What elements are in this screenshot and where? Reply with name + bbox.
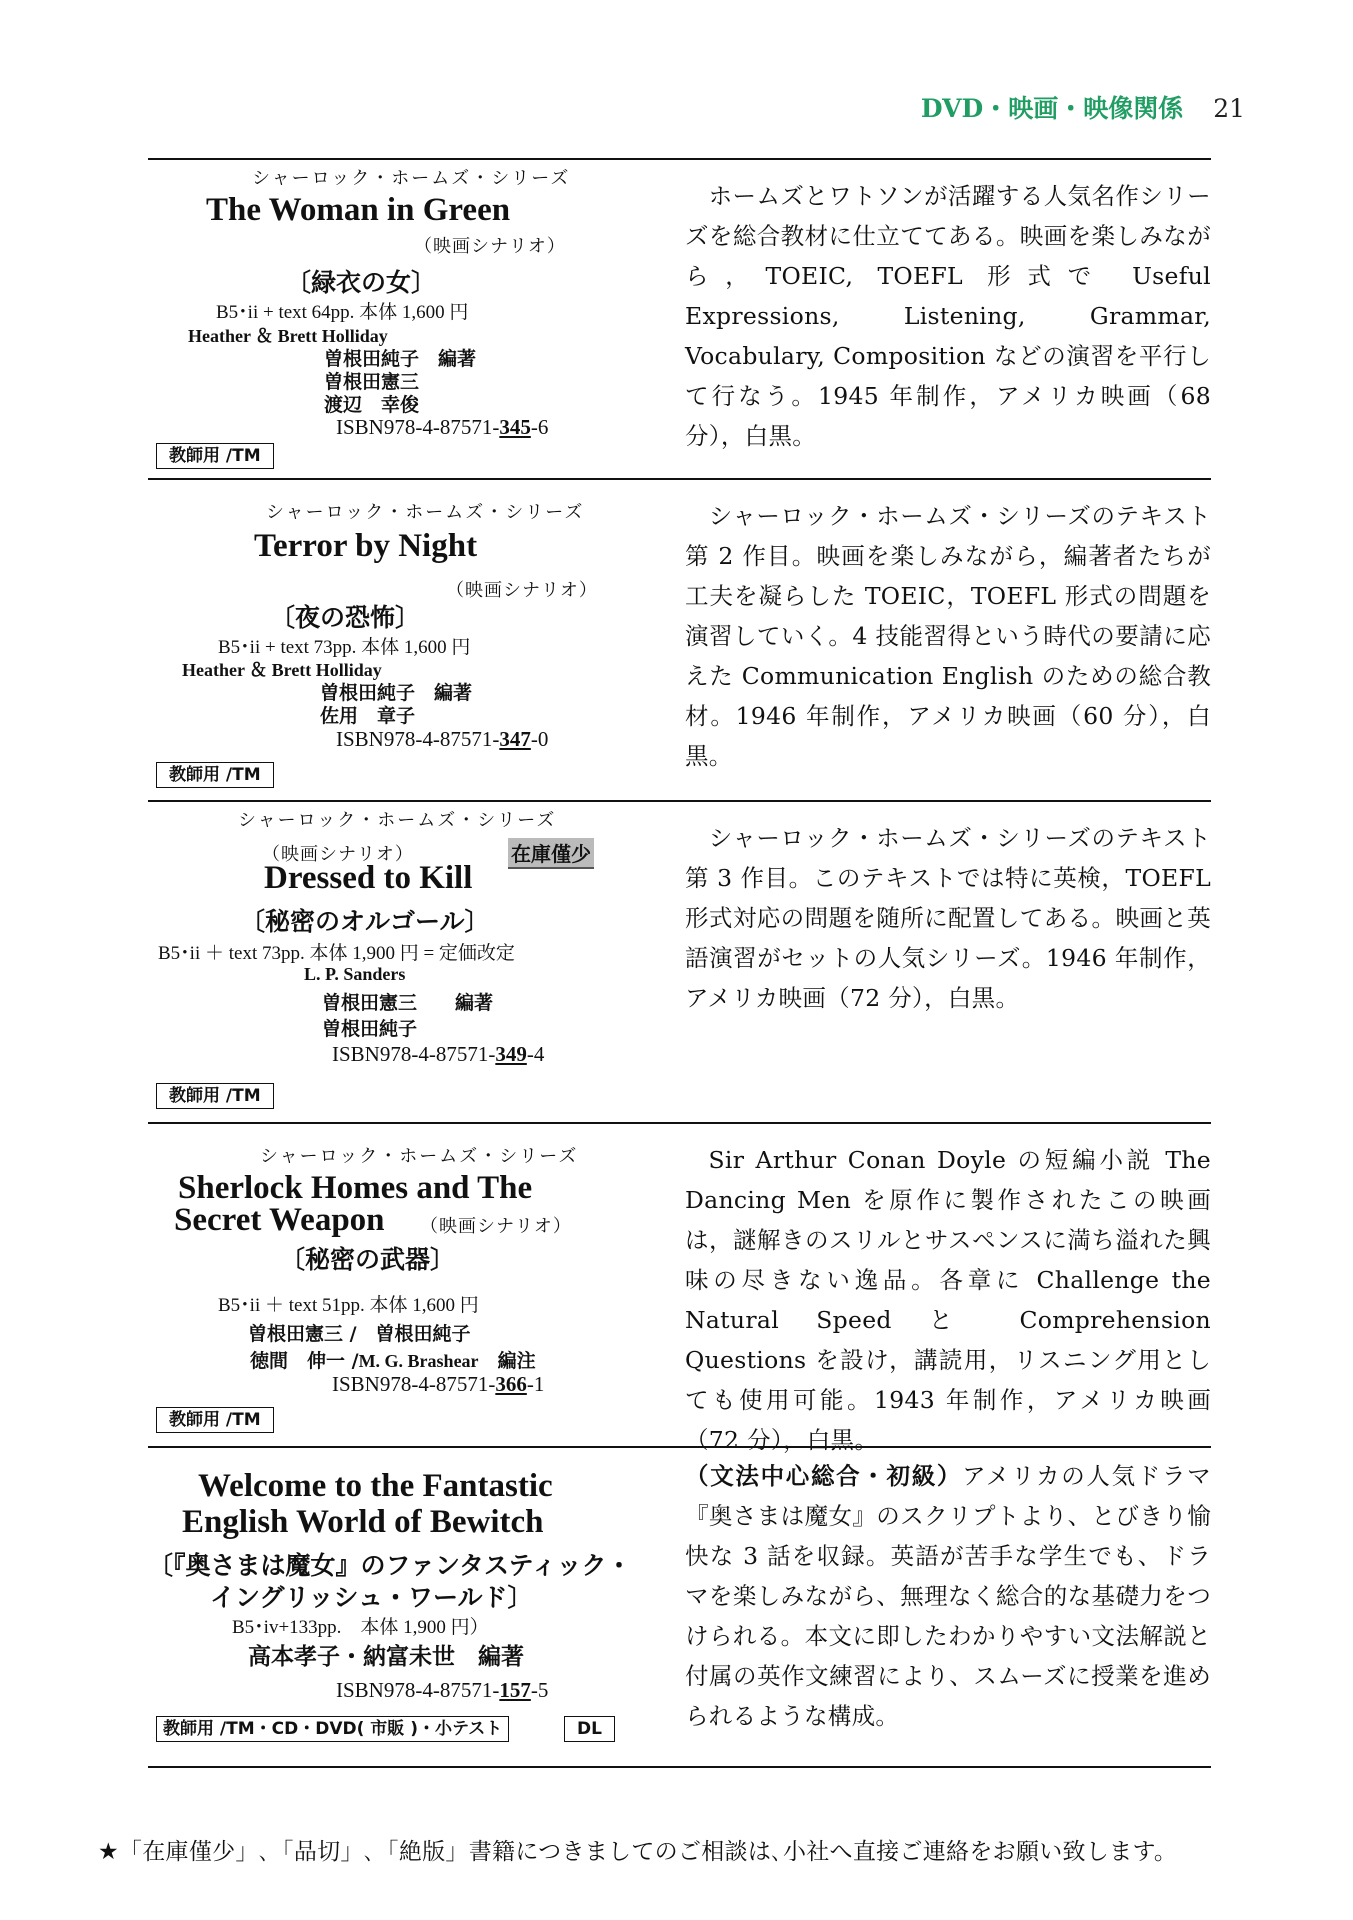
author-jp: 曽根田純子	[322, 1018, 418, 1040]
author-jp: 曽根田憲三 / 曽根田純子	[248, 1323, 471, 1345]
book-description: ホームズとワトソンが活躍する人気名作シリーズを総合教材に仕立ててある。映画を楽しみながら，TOEIC, TOEFL 形式で Useful Expressions, Listening, Grammar, Vocabulary, Composition などの演習を平行して行なう。1945 年制作，アメリカ映画（68 分），白黒。	[685, 182, 1211, 450]
page-header	[921, 92, 1245, 126]
teacher-manual-badge: 教師用 /TM	[156, 1407, 274, 1433]
author-jp: 曽根田純子 編著	[324, 348, 477, 370]
book-title: Secret Weapon	[174, 1202, 385, 1238]
page-number: 21	[1213, 94, 1245, 123]
book-spec: B5･ii + text 64pp. 本体 1,600 円	[216, 302, 469, 323]
author-en: Heather ＆ Brett Holliday	[182, 660, 382, 680]
isbn: ISBN978-4-87571-347-0	[336, 727, 549, 751]
book-description: Sir Arthur Conan Doyle の短編小説 The Dancing Men を原作に製作されたこの映画は，謎解きのスリルとサスペンスに満ち溢れた興味の尽きない逸品。各章に Challenge the Natural Speed と Comprehension Questions を設け，講読用，リスニング用としても使用可能。1943 年制作，アメリカ映画（72 分），白黒。	[685, 1146, 1211, 1454]
author-jp: 曽根田純子 編著	[320, 682, 473, 704]
book-title: English World of Bewitch	[182, 1504, 544, 1540]
japanese-title: 〔『奥さまは魔女』のファンタスティック・	[148, 1551, 632, 1580]
book-entry	[148, 800, 1211, 1122]
author-jp: 佐用 章子	[320, 705, 416, 727]
book-info	[148, 480, 666, 800]
isbn: ISBN978-4-87571-366-1	[332, 1372, 545, 1396]
book-entry	[148, 158, 1211, 478]
book-description: （文法中心総合・初級）アメリカの人気ドラマ『奥さまは魔女』のスクリプトより、とびきり愉快な 3 話を収録。英語が苦手な学生でも、ドラマを楽しみながら、無理なく総合的な基礎力をつけられる。本文に即したわかりやすい文法解説と付属の英作文練習により、スムーズに授業を進められるような構成。	[685, 1462, 1211, 1730]
book-catalog	[148, 158, 1211, 1768]
japanese-title: 〔夜の恐怖〕	[270, 603, 421, 632]
japanese-title: イングリッシュ・ワールド〕	[210, 1583, 533, 1612]
book-spec: B5･ii ＋ text 73pp. 本体 1,900 円 = 定価改定	[158, 943, 515, 964]
author-jp: 曽根田憲三 編著	[322, 992, 494, 1014]
book-entry	[148, 1122, 1211, 1454]
teacher-manual-badge: 教師用 /TM	[156, 1083, 274, 1109]
series-label: シャーロック・ホームズ・シリーズ	[266, 502, 585, 523]
book-info	[148, 1448, 666, 1766]
low-stock-badge: 在庫僅少	[508, 838, 594, 869]
author-en: L. P. Sanders	[304, 964, 406, 984]
book-title: Welcome to the Fantastic	[198, 1468, 553, 1504]
japanese-title: 〔緑衣の女〕	[286, 268, 437, 297]
book-info	[148, 1124, 666, 1446]
book-description: シャーロック・ホームズ・シリーズのテキスト第 3 作目。このテキストでは特に英検，TOEFL 形式対応の問題を随所に配置してある。映画と英語演習がセットの人気シリーズ。1946 年制作，アメリカ映画（72 分），白黒。	[685, 824, 1211, 1012]
teacher-manual-badge: 教師用 /TM	[156, 762, 274, 788]
book-info	[148, 802, 666, 1122]
teacher-manual-badge: 教師用 /TM・CD・DVD( 市販 )・小テスト	[156, 1716, 509, 1742]
author-jp: 渡辺 幸俊	[324, 394, 420, 416]
isbn: ISBN978-4-87571-345-6	[336, 415, 549, 439]
scenario-label: （映画シナリオ）	[414, 236, 566, 257]
series-label: シャーロック・ホームズ・シリーズ	[252, 168, 571, 189]
book-entry	[148, 478, 1211, 800]
author-jp-en: 徳間 伸一 /M. G. Brashear 編注	[250, 1350, 536, 1372]
book-spec: B5･ii + text 73pp. 本体 1,600 円	[218, 637, 471, 658]
book-entry	[148, 1446, 1211, 1768]
section-title: DVD・映画・映像関係	[920, 94, 1184, 123]
author-jp: 曽根田憲三	[324, 371, 420, 393]
book-title: The Woman in Green	[206, 192, 511, 228]
book-info	[148, 160, 666, 478]
book-title: Sherlock Homes and The	[178, 1170, 533, 1206]
isbn: ISBN978-4-87571-157-5	[336, 1678, 549, 1702]
book-spec: B5･iv+133pp. 本体 1,900 円）	[232, 1617, 489, 1638]
download-badge: DL	[564, 1716, 615, 1742]
book-spec: B5･ii ＋ text 51pp. 本体 1,600 円	[218, 1295, 479, 1316]
author-jp: 高本孝子・納富未世 編著	[248, 1644, 524, 1670]
japanese-title: 〔秘密のオルゴール〕	[240, 907, 490, 936]
scenario-label: （映画シナリオ）	[262, 844, 414, 865]
book-title: Dressed to Kill	[264, 860, 473, 896]
book-title: Terror by Night	[254, 528, 478, 564]
series-label: シャーロック・ホームズ・シリーズ	[238, 810, 557, 831]
scenario-label: （映画シナリオ）	[446, 580, 598, 601]
author-en: Heather ＆ Brett Holliday	[188, 326, 388, 346]
scenario-label: （映画シナリオ）	[420, 1216, 572, 1237]
isbn: ISBN978-4-87571-349-4	[332, 1042, 545, 1066]
footer-note: ★「在庫僅少」､「品切」､「絶版」書籍につきましてのご相談は､小社へ直接ご連絡をお願い致します。	[98, 1839, 1178, 1865]
book-description: シャーロック・ホームズ・シリーズのテキスト第 2 作目。映画を楽しみながら，編著者たちが工夫を凝らした TOEIC，TOEFL 形式の問題を演習していく。4 技能習得という時代の要請に応えた Communication English のための総合教材。1946 年制作，アメリカ映画（60 分），白黒。	[685, 502, 1211, 770]
japanese-title: 〔秘密の武器〕	[280, 1245, 456, 1274]
teacher-manual-badge: 教師用 /TM	[156, 443, 274, 469]
series-label: シャーロック・ホームズ・シリーズ	[260, 1146, 579, 1167]
